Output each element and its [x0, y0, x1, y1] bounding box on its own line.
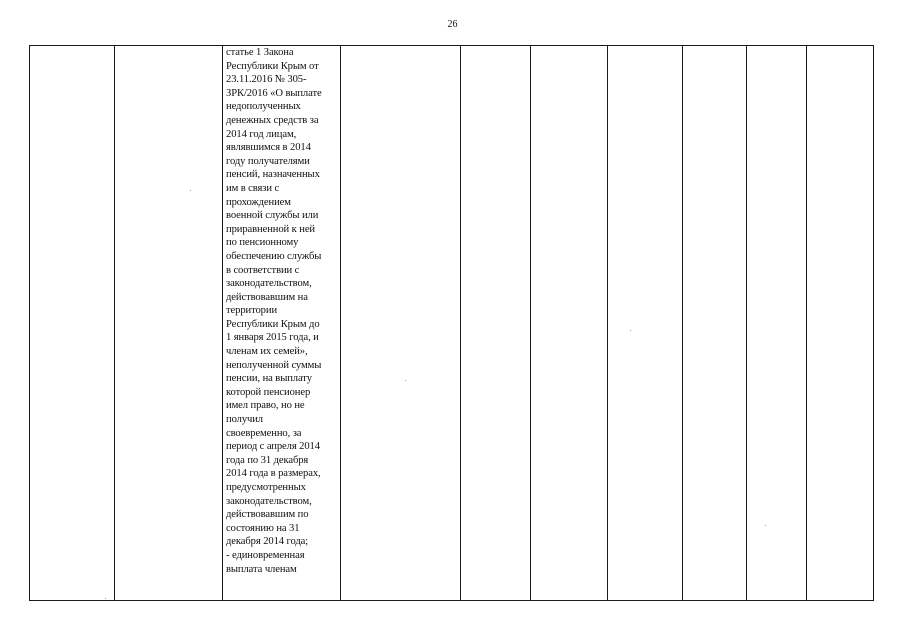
table-cell-1 [30, 46, 115, 601]
page-number: 26 [447, 19, 458, 30]
table-cell-description [223, 46, 341, 601]
description-text: статье 1 Закона Республики Крым от 23.11.2016 № 305- ЗРК/2016 «О выплате недополученных денежных средств за 2014 год лицам, являвшимся в 2014 году получателями пенсий, назначенных им в связи с прохождением военной службы или приравненной к ней по пенсионному обеспечению службы в соответствии с законодательством, действовавшим на территории Республики Крым до 1 января 2015 года, и членам их семей», неполученной суммы пенсии, на выплату которой пенсионер имел право, но не получил своевременно, за период с апреля 2014 года по 31 декабря 2014 года в размерах, предусмотренных законодательством, действовавшим по состоянию на 31 декабря 2014 года; - единовременная выплата членам [226, 47, 322, 575]
table-cell-5 [461, 46, 531, 601]
table-row [30, 46, 874, 601]
table-cell-7 [608, 46, 683, 601]
table-cell-9 [747, 46, 807, 601]
scan-speck [765, 525, 766, 526]
table-cell-8 [683, 46, 747, 601]
table-cell-6 [531, 46, 608, 601]
scan-speck [630, 330, 631, 331]
document-table [29, 45, 874, 601]
table-cell-2 [115, 46, 223, 601]
scan-speck [190, 190, 191, 191]
table-cell-4 [341, 46, 461, 601]
scan-speck [105, 598, 106, 599]
scan-speck [405, 380, 406, 381]
table-cell-10 [807, 46, 874, 601]
